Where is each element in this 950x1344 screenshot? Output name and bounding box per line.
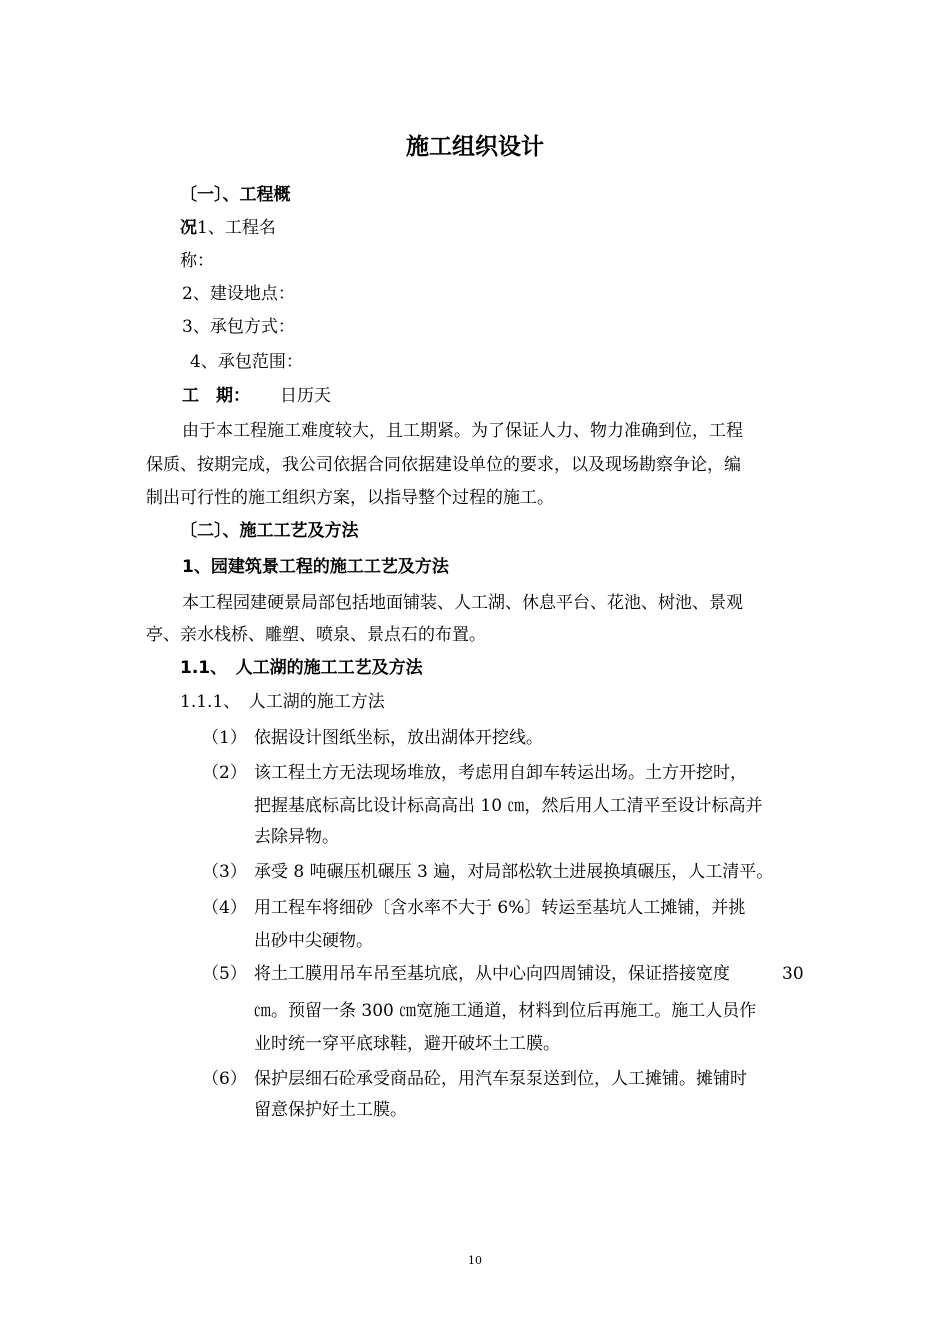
heading-1-1-1: 1.1.1、 人工湖的施工方法 [180, 692, 385, 712]
step-text: 出砂中尖硬物。 [254, 931, 373, 951]
intro-line-1: 由于本工程施工难度较大，且工期紧。为了保证人力、物力准确到位，工程 [182, 421, 743, 441]
section-2-heading: 〔二〕、施工工艺及方法 [180, 521, 359, 541]
step-text: 保护层细石砼承受商品砼，用汽车泵泵送到位，人工摊铺。摊铺时 [254, 1069, 747, 1089]
intro-line-3: 制出可行性的施工组织方案，以指导整个过程的施工。 [146, 488, 554, 508]
step-number: （3） [202, 862, 247, 882]
step-number: （4） [202, 898, 247, 918]
heading-1-1: 1.1、 人工湖的施工工艺及方法 [180, 658, 423, 678]
document-title: 施工组织设计 [406, 134, 544, 160]
section-1-line [180, 217, 276, 239]
item-1-project-name: 1、工程名 [197, 218, 276, 238]
period-label: 工 期： [182, 386, 250, 406]
item-2-site: 2、建设地点： [182, 284, 295, 304]
step-text: 承受 8 吨碾压机碾压 3 遍，对局部松软土进展换填碾压，人工清平。 [254, 862, 774, 882]
step-3 [202, 861, 773, 883]
step-number: （2） [202, 763, 247, 783]
page-number: 10 [468, 1254, 482, 1267]
step-text: 该工程土方无法现场堆放，考虑用自卸车转运出场。土方开挖时， [254, 763, 747, 783]
step-text: 用工程车将细砂〔含水率不大于 6%〕转运至基坑人工摊铺，并挑 [254, 898, 746, 918]
step-text: 将土工膜用吊车吊至基坑底，从中心向四周铺设，保证搭接宽度 [254, 964, 730, 984]
section-1-heading: 〔一〕、工程概 [180, 185, 291, 205]
step-text: 留意保护好土工膜。 [254, 1100, 407, 1120]
step-text: ㎝。预留一条 300 ㎝宽施工通道，材料到位后再施工。施工人员作 [254, 1001, 757, 1021]
scope-line-1: 本工程园建硬景局部包括地面铺装、人工湖、休息平台、花池、树池、景观 [182, 593, 743, 613]
step-number: （6） [202, 1069, 247, 1089]
step-text: 把握基底标高比设计标高高出 10 ㎝，然后用人工清平至设计标高并 [254, 796, 763, 816]
step-number: （1） [202, 728, 247, 748]
step-5-tail-value: 30 [782, 964, 804, 984]
item-3-contract: 3、承包方式： [182, 317, 295, 337]
item-4-scope: 4、承包范围： [190, 352, 303, 372]
step-4 [202, 897, 745, 919]
step-text: 业时统一穿平底球鞋，避开破坏土工膜。 [254, 1034, 560, 1054]
scope-line-2: 亭、亲水栈桥、雕塑、喷泉、景点石的布置。 [146, 625, 486, 645]
step-number: （5） [202, 964, 247, 984]
period-line [182, 385, 331, 407]
step-1 [202, 727, 543, 749]
step-text: 依据设计图纸坐标，放出湖体开挖线。 [254, 728, 543, 748]
section-2-subheading: 1、园建筑景工程的施工工艺及方法 [182, 557, 449, 577]
step-text: 去除异物。 [254, 827, 339, 847]
step-6 [202, 1068, 747, 1090]
step-5 [202, 963, 730, 985]
period-value: 日历天 [280, 386, 331, 406]
step-2 [202, 762, 747, 784]
item-1-cont: 称： [180, 251, 214, 271]
section-1-heading-cont: 况 [180, 218, 197, 238]
intro-line-2: 保质、按期完成，我公司依据合同依据建设单位的要求，以及现场勘察争论，编 [146, 455, 741, 475]
